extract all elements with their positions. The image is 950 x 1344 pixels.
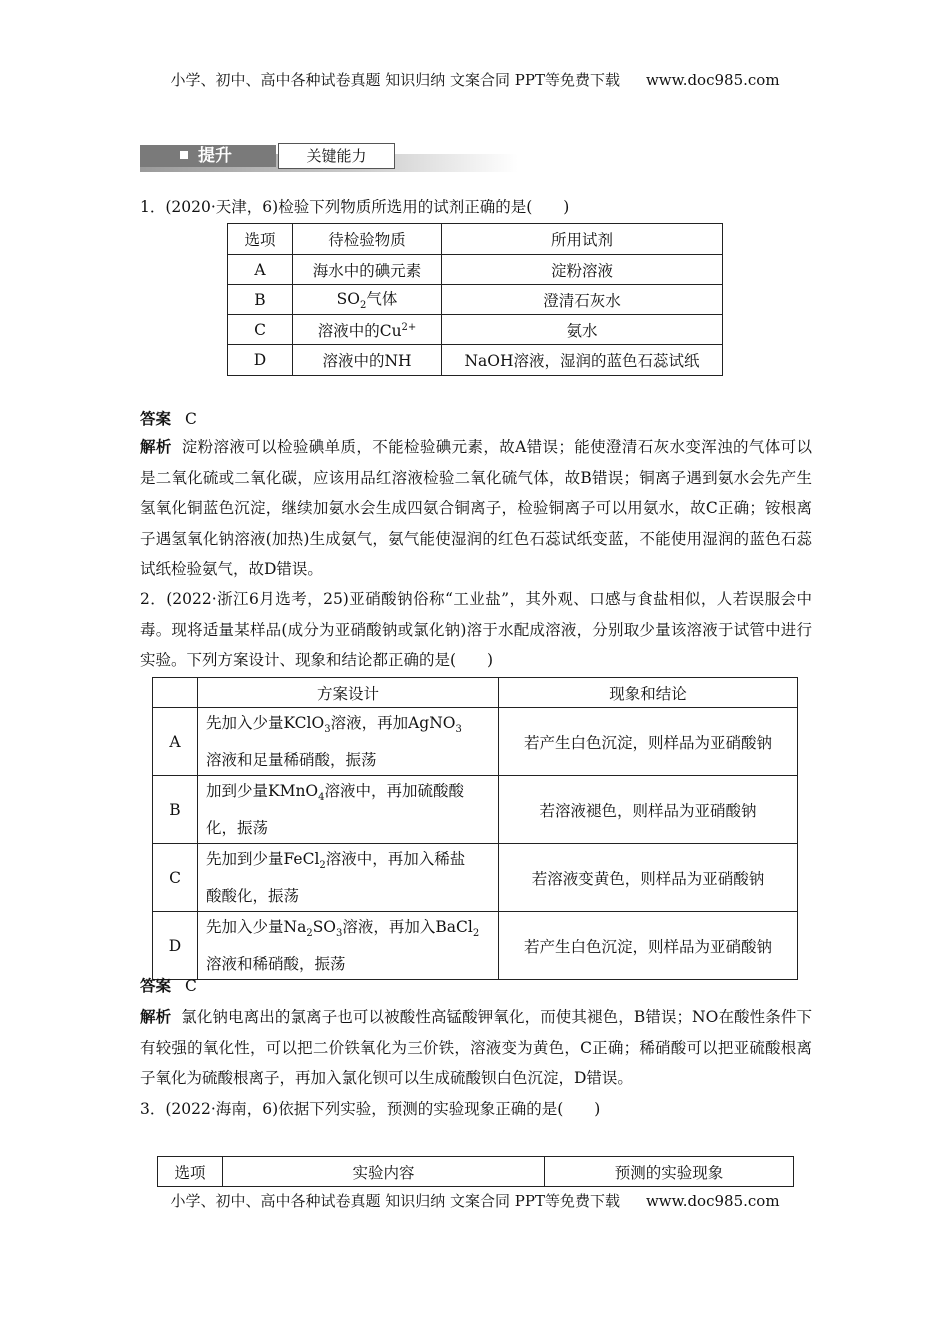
- q1-option: D: [228, 345, 293, 376]
- footer-text: 小学、初中、高中各种试卷真题 知识归纳 文案合同 PPT等免费下载: [170, 1192, 620, 1210]
- q1-reagent: 澄清石灰水: [442, 285, 723, 315]
- q1-option: C: [228, 315, 293, 345]
- q1-reagent: 淀粉溶液: [442, 255, 723, 285]
- table-row: [153, 708, 798, 776]
- q2-design: 先加入少量KClO$_3$溶液，再加AgNO$_3$ 溶液和足量稀硝酸，振荡: [198, 708, 499, 776]
- footer-url: www.doc985.com: [645, 1192, 780, 1210]
- q2-header-option: [153, 678, 198, 708]
- section-banner: [140, 141, 518, 173]
- q2-design: 先加到少量FeCl$_2$溶液中，再加入稀盐 酸酸化，振荡: [198, 844, 499, 912]
- q1-header-substance: 待检验物质: [293, 224, 442, 255]
- q1-substance: $SO_2$气体: [293, 285, 442, 315]
- q3-header-phenomenon: 预测的实验现象: [545, 1157, 794, 1187]
- header-url: www.doc985.com: [645, 71, 780, 89]
- q1-substance: 海水中的碘元素: [293, 255, 442, 285]
- section-title: 提升: [198, 146, 232, 166]
- header-text: 小学、初中、高中各种试卷真题 知识归纳 文案合同 PPT等免费下载: [170, 71, 620, 89]
- square-bullet-icon: [180, 151, 188, 159]
- q2-option: B: [153, 776, 198, 844]
- q2-header-result: 现象和结论: [499, 678, 798, 708]
- q1-answer: 答案 C: [140, 410, 197, 428]
- page-footer: [0, 1190, 950, 1211]
- q1-table: [227, 223, 723, 376]
- q2-result: 若溶液褪色，则样品为亚硝酸钠: [499, 776, 798, 844]
- q1-option: B: [228, 285, 293, 315]
- q1-option: A: [228, 255, 293, 285]
- q2-table: [152, 677, 798, 980]
- q3-table: [157, 1156, 794, 1187]
- q1-header-reagent: 所用试剂: [442, 224, 723, 255]
- q3-header-content: 实验内容: [223, 1157, 545, 1187]
- q1-analysis: 解析 淀粉溶液可以检验碘单质，不能检验碘元素，故A错误；能使澄清石灰水变浑浊的气体可以是二氧化硫或二氧化碳，应该用品红溶液检验二氧化硫气体，故B错误；铜离子遇到氨水会先产生氢氧化铜蓝色沉淀，继续加氨水会生成四氨合铜离子，检验铜离子可以用氨水，故C正确；铵根离子遇氢氧化钠溶液(加热)生成氨气，氨气能使湿润的红色石蕊试纸变蓝，不能使用湿润的蓝色石蕊试纸检验氨气，故D错误。: [140, 438, 812, 578]
- q2-option: A: [153, 708, 198, 776]
- q1-header-option: 选项: [228, 224, 293, 255]
- table-row: [153, 776, 798, 844]
- q2-answer: 答案 C: [140, 977, 197, 995]
- table-row: [228, 315, 723, 345]
- table-row: [228, 255, 723, 285]
- q1-stem: 1．(2020·天津，6)检验下列物质所选用的试剂正确的是( ): [140, 198, 570, 216]
- table-row: [153, 912, 798, 980]
- q3-stem: 3．(2022·海南，6)依据下列实验，预测的实验现象正确的是( ): [140, 1100, 601, 1118]
- q2-analysis: 解析 氯化钠电离出的氯离子也可以被酸性高锰酸钾氧化，而使其褪色，B错误；NO在酸性条件下有较强的氧化性，可以把二价铁氧化为三价铁，溶液变为黄色，C正确；稀硝酸可以把亚硫酸根离子氧化为硫酸根离子，再加入氯化钡可以生成硫酸钡白色沉淀，D错误。: [140, 1008, 812, 1087]
- table-row: [228, 345, 723, 376]
- page-header: [0, 69, 950, 90]
- q2-option: D: [153, 912, 198, 980]
- q1-reagent: 氨水: [442, 315, 723, 345]
- q2-header-design: 方案设计: [198, 678, 499, 708]
- q2-stem: 2．(2022·浙江6月选考，25)亚硝酸钠俗称“工业盐”，其外观、口感与食盐相似，人若误服会中毒。现将适量某样品(成分为亚硝酸钠或氯化钠)溶于水配成溶液，分别取少量该溶液于试管中进行实验。下列方案设计、现象和结论都正确的是( ): [140, 590, 812, 669]
- q2-design: 加到少量KMnO$_4$溶液中，再加硫酸酸 化，振荡: [198, 776, 499, 844]
- q2-design: 先加入少量$Na_2SO_3$溶液，再加入BaCl$_2$ 溶液和稀硝酸，振荡: [198, 912, 499, 980]
- q3-header-option: 选项: [158, 1157, 223, 1187]
- table-row: [153, 844, 798, 912]
- section-subtitle: 关键能力: [278, 143, 395, 169]
- q2-result: 若溶液变黄色，则样品为亚硝酸钠: [499, 844, 798, 912]
- table-row: [228, 285, 723, 315]
- q1-reagent: NaOH溶液，湿润的蓝色石蕊试纸: [442, 345, 723, 376]
- q2-result: 若产生白色沉淀，则样品为亚硝酸钠: [499, 708, 798, 776]
- q1-substance: 溶液中的$Cu^{2+}$: [293, 315, 442, 345]
- q2-result: 若产生白色沉淀，则样品为亚硝酸钠: [499, 912, 798, 980]
- q1-substance: 溶液中的NH: [293, 345, 442, 376]
- q2-option: C: [153, 844, 198, 912]
